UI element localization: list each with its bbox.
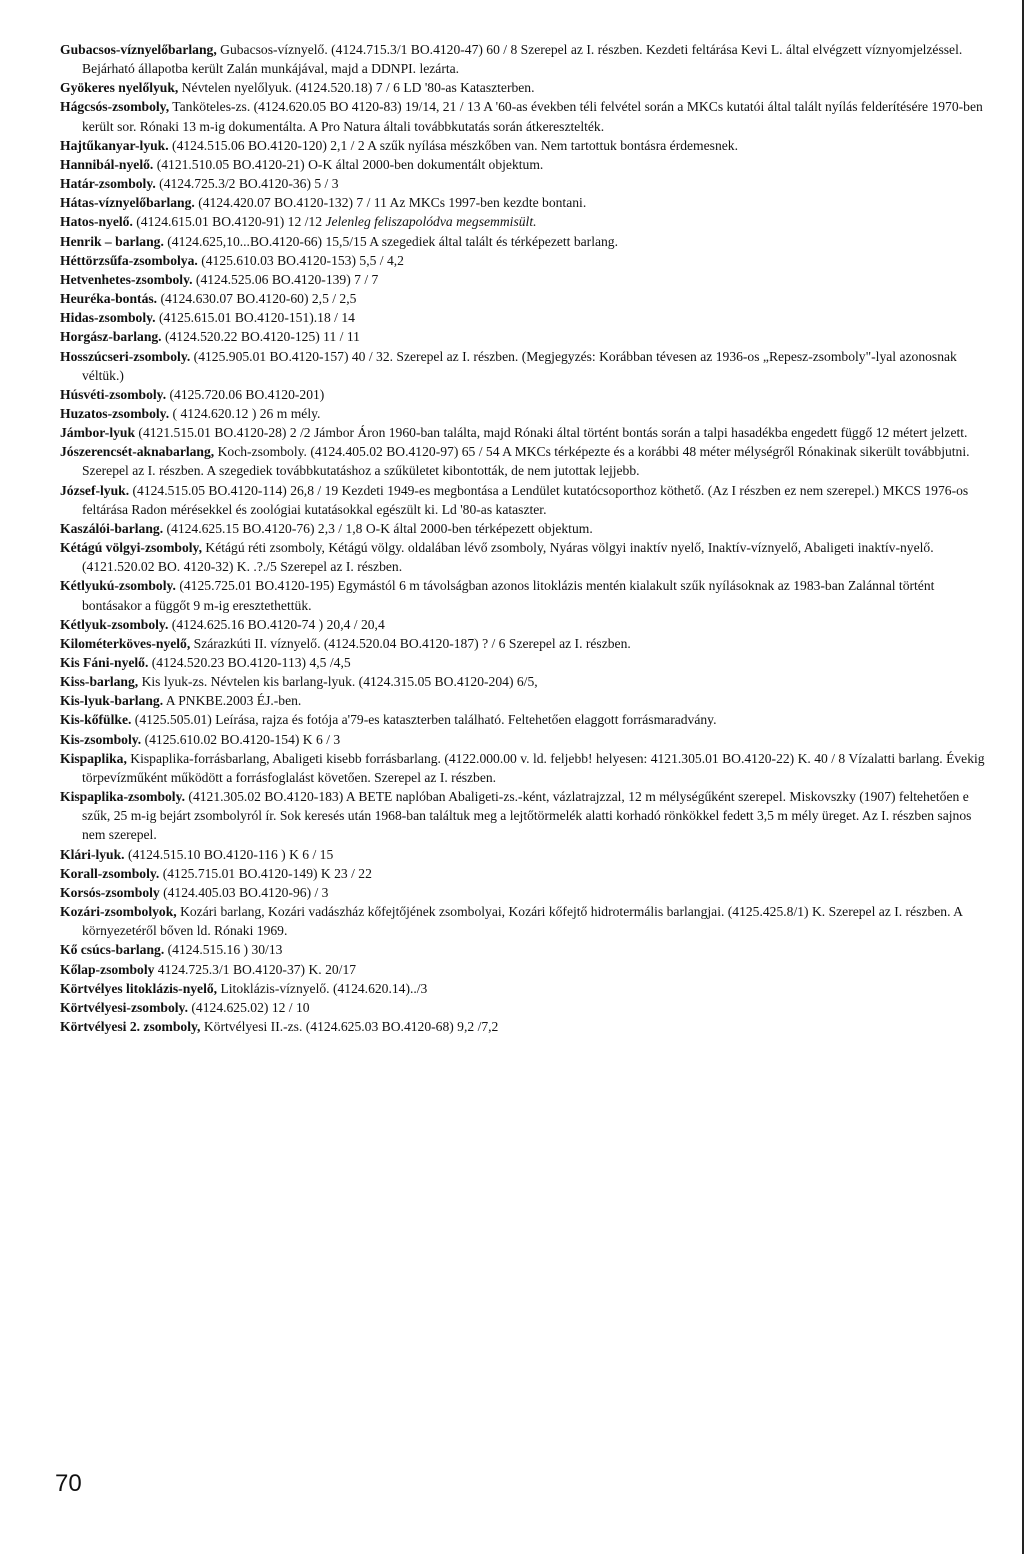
catalog-entry [60, 979, 986, 998]
catalog-entry [60, 155, 986, 174]
catalog-entry [60, 289, 986, 308]
entry-name: Heuréka-bontás. [60, 291, 158, 307]
entry-text: (4121.305.02 BO.4120-183) A BETE naplóban Abaligeti-zs.-ként, vázlatrajzzal, 12 m mélységűként szerepel. Miskovszky (1907) feltehetően e szűk, 25 m-ig bejárt zsombolyról ír. Sok keresés után 1968-ban találtuk meg a lejtőtörmelék alatti korhadó rönkökkel fedett 3,5 m mély üreget. Az I. részben sajnos nem szerepel. [82, 789, 972, 843]
entry-name: Jámbor-lyuk [60, 425, 136, 441]
entry-text: (4125.615.01 BO.4120-151).18 / 14 [155, 310, 355, 326]
entry-name: Kétágú völgyi-zsomboly, [60, 540, 202, 556]
entry-text: Gubacsos-víznyelő. (4124.715.3/1 BO.4120-47) 60 / 8 Szerepel az I. részben. Kezdeti feltárása Kevi L. által elvégzett víznyomjelzéssel. Bejárható állapotba került Zalán munkájával, majd a DDNPI. lezárta. [82, 42, 963, 77]
catalog-entry [60, 940, 986, 959]
entry-name: Klári-lyuk. [60, 846, 125, 862]
entry-name: József-lyuk. [60, 482, 130, 498]
entry-name: Hetvenhetes-zsomboly. [60, 271, 193, 287]
entry-name: Kilométerköves-nyelő, [60, 635, 191, 651]
entry-text: (4124.625.16 BO.4120-74 ) 20,4 / 20,4 [168, 616, 385, 632]
entry-name: Kozári-zsombolyok, [60, 904, 177, 920]
entry-text: Körtvélyesi II.-zs. (4124.625.03 BO.4120-68) 9,2 /7,2 [200, 1018, 499, 1034]
entry-name: Húsvéti-zsomboly. [60, 386, 167, 402]
catalog-entry [60, 653, 986, 672]
catalog-entry [60, 251, 986, 270]
catalog-entry [60, 1017, 986, 1036]
entry-name: Hannibál-nyelő. [60, 156, 154, 172]
cave-catalog-entries [60, 40, 986, 1036]
entry-name: Kis-lyuk-barlang. [60, 693, 164, 709]
catalog-entry [60, 423, 986, 442]
entry-text: (4124.515.05 BO.4120-114) 26,8 / 19 Kezdeti 1949-es megbontása a Lendület kutatócsoporthoz köthető. (Az I részben ez nem szerepel.) MKCS 1976-os feltárása Radon mérésekkel és zoológiai kutatásokkal egészült ki. Ld '80-as kataszter. [82, 482, 969, 517]
entry-name: Gubacsos-víznyelőbarlang, [60, 42, 217, 57]
entry-text: (4124.525.06 BO.4120-139) 7 / 7 [192, 271, 379, 287]
entry-text: (4124.405.03 BO.4120-96) / 3 [159, 884, 329, 900]
catalog-entry [60, 634, 986, 653]
catalog-entry [60, 672, 986, 691]
entry-name: Hátas-víznyelőbarlang. [60, 195, 195, 211]
catalog-entry [60, 845, 986, 864]
entry-name: Kis-kőfülke. [60, 712, 132, 728]
catalog-entry [60, 749, 986, 787]
entry-text: (4125.905.01 BO.4120-157) 40 / 32. Szerepel az I. részben. (Megjegyzés: Korábban tévesen az 1936-os „Repesz-zsomboly"-lyal azonosnak véltük.) [82, 348, 957, 383]
catalog-entry [60, 691, 986, 710]
entry-name: Hosszúcseri-zsomboly. [60, 348, 191, 364]
entry-name: Hajtűkanyar-lyuk. [60, 137, 169, 153]
entry-text: A PNKBE.2003 ÉJ.-ben. [163, 693, 302, 709]
entry-name: Kétlyukú-zsomboly. [60, 578, 176, 594]
entry-name: Hatos-nyelő. [60, 214, 133, 230]
entry-name: Hágcsós-zsomboly, [60, 99, 170, 115]
catalog-entry [60, 308, 986, 327]
entry-name: Kő csúcs-barlang. [60, 942, 165, 958]
entry-name: Gyökeres nyelőlyuk, [60, 80, 179, 96]
entry-text: Kis lyuk-zs. Névtelen kis barlang-lyuk. (4124.315.05 BO.4120-204) 6/5, [138, 674, 538, 690]
entry-text: (4124.625,10...BO.4120-66) 15,5/15 A szegediek által talált és térképezett barlang. [163, 233, 618, 249]
catalog-entry [60, 97, 986, 135]
entry-name: Kis Fáni-nyelő. [60, 655, 149, 670]
entry-italic-note: Jelenleg feliszapolódva megsemmisült. [325, 214, 537, 230]
entry-text: (4124.520.23 BO.4120-113) 4,5 /4,5 [148, 655, 351, 670]
entry-text: Tanköteles-zs. (4124.620.05 BO 4120-83) 19/14, 21 / 13 A '60-as években téli felvétel során a MKCs kutatói által talált nyílás felderítésére 1970-ben került sor. Rónaki 13 m-ig dokumentálta. A Pro Natura általi továbbkutatás során átkeresztelték. [82, 99, 983, 134]
entry-text: (4124.515.10 BO.4120-116 ) K 6 / 15 [124, 846, 334, 862]
catalog-entry [60, 864, 986, 883]
catalog-entry [60, 270, 986, 289]
entry-name: Korsós-zsomboly [60, 884, 160, 900]
entry-text: (4124.520.22 BO.4120-125) 11 / 11 [161, 329, 360, 345]
entry-text: Kispaplika-forrásbarlang, Abaligeti kisebb forrásbarlang. (4122.000.00 v. ld. feljebb! helyesen: 4121.305.01 BO.4120-22) K. 40 / 8 Vízalatti barlang. Évekig törpevízműként működött a forrásfoglalást követően. Szerepel az I. részben. [82, 750, 985, 785]
entry-name: Kispaplika, [60, 750, 127, 766]
entry-text: (4125.505.01) Leírása, rajza és fotója a'79-es kataszterben található. Feltehetően elaggott forrásmaradvány. [131, 712, 717, 728]
catalog-entry [60, 212, 986, 231]
entry-text: (4124.625.15 BO.4120-76) 2,3 / 1,8 O-K által 2000-ben térképezett objektum. [163, 520, 593, 536]
entry-name: Kaszálói-barlang. [60, 520, 164, 536]
catalog-entry [60, 481, 986, 519]
entry-name: Körtvélyesi-zsomboly. [60, 999, 188, 1015]
catalog-entry [60, 174, 986, 193]
entry-name: Kőlap-zsomboly [60, 961, 155, 977]
catalog-entry [60, 710, 986, 729]
catalog-entry [60, 442, 986, 480]
entry-text: (4124.515.16 ) 30/13 [164, 942, 283, 958]
catalog-entry [60, 404, 986, 423]
entry-name: Henrik – barlang. [60, 233, 164, 249]
catalog-entry [60, 347, 986, 385]
catalog-entry [60, 883, 986, 902]
entry-name: Huzatos-zsomboly. [60, 405, 170, 421]
entry-name: Horgász-barlang. [60, 329, 162, 345]
entry-text: Kétágú réti zsomboly, Kétágú völgy. oldalában lévő zsomboly, Nyáras völgyi inaktív nyelő, Inaktív-víznyelő, Abaligeti inaktív-nyelő. (4121.520.02 BO. 4120-32) K. .?./5 Szerepel az I. részben. [82, 540, 934, 575]
entry-text: (4125.725.01 BO.4120-195) Egymástól 6 m távolságban azonos litoklázis mentén kialakult szűk nyílásoknak az 1983-ban Zalánnal történt bontásakor a függőt 9 m-ig eresztethettük. [82, 578, 935, 613]
catalog-entry [60, 576, 986, 614]
entry-name: Kispaplika-zsomboly. [60, 789, 186, 805]
entry-text: (4124.625.02) 12 / 10 [188, 999, 310, 1015]
entry-text: Litoklázis-víznyelő. (4124.620.14)../3 [217, 980, 428, 996]
catalog-entry [60, 136, 986, 155]
entry-name: Körtvélyes litoklázis-nyelő, [60, 980, 218, 996]
entry-text: Szárazkúti II. víznyelő. (4124.520.04 BO.4120-187) ? / 6 Szerepel az I. részben. [190, 635, 631, 651]
catalog-entry [60, 40, 986, 78]
catalog-entry [60, 385, 986, 404]
entry-text: (4125.715.01 BO.4120-149) K 23 / 22 [159, 865, 372, 881]
entry-text: (4124.615.01 BO.4120-91) 12 /12 [132, 214, 326, 230]
catalog-entry [60, 730, 986, 749]
entry-name: Héttörzsűfa-zsombolya. [60, 252, 198, 268]
entry-text: (4121.515.01 BO.4120-28) 2 /2 Jámbor Áron 1960-ban találta, majd Rónaki által történt bontás során a talpi hasadékba engedett függő 12 métert jelzett. [135, 425, 968, 441]
entry-text: (4124.725.3/2 BO.4120-36) 5 / 3 [155, 176, 339, 192]
entry-name: Jószerencsét-aknabarlang, [60, 444, 215, 460]
entry-text: 4124.725.3/1 BO.4120-37) K. 20/17 [154, 961, 357, 977]
catalog-entry [60, 519, 986, 538]
catalog-entry [60, 615, 986, 634]
entry-text: (4121.510.05 BO.4120-21) O-K által 2000-ben dokumentált objektum. [153, 156, 544, 172]
entry-name: Kétlyuk-zsomboly. [60, 616, 169, 632]
entry-name: Korall-zsomboly. [60, 865, 160, 881]
entry-text: Névtelen nyelőlyuk. (4124.520.18) 7 / 6 LD '80-as Kataszterben. [178, 80, 535, 96]
entry-name: Körtvélyesi 2. zsomboly, [60, 1018, 201, 1034]
entry-text: (4124.630.07 BO.4120-60) 2,5 / 2,5 [157, 291, 357, 307]
entry-name: Hidas-zsomboly. [60, 310, 156, 326]
catalog-entry [60, 232, 986, 251]
entry-text: (4125.720.06 BO.4120-201) [166, 386, 325, 402]
catalog-entry [60, 902, 986, 940]
page-number: 70 [55, 1470, 82, 1497]
entry-name: Kis-zsomboly. [60, 731, 142, 747]
catalog-entry [60, 193, 986, 212]
entry-text: Kozári barlang, Kozári vadászház kőfejtőjének zsombolyai, Kozári kőfejtő hidrotermális barlangjai. (4125.425.8/1) K. Szerepel az I. részben. A környezetéről bőven ld. Rónaki 1969. [82, 904, 963, 939]
entry-text: (4125.610.03 BO.4120-153) 5,5 / 4,2 [197, 252, 404, 268]
entry-text: ( 4124.620.12 ) 26 m mély. [169, 405, 321, 421]
entry-name: Kiss-barlang, [60, 674, 139, 690]
entry-name: Határ-zsomboly. [60, 176, 156, 192]
catalog-entry [60, 960, 986, 979]
catalog-entry [60, 78, 986, 97]
catalog-entry [60, 538, 986, 576]
entry-text: Koch-zsomboly. (4124.405.02 BO.4120-97) 65 / 54 A MKCs térképezte és a korábbi 48 méter mélységről Rónakinak sikerült továbbjutni. Szerepel az I. részben. A szegediek továbbkutatáshoz a szűkületet kibontották, de nem jutottak lejjebb. [82, 444, 970, 479]
catalog-entry [60, 998, 986, 1017]
catalog-entry [60, 787, 986, 844]
entry-text: (4124.515.06 BO.4120-120) 2,1 / 2 A szűk nyílása mészkőben van. Nem tartottuk bontásra érdemesnek. [168, 137, 738, 153]
entry-text: (4125.610.02 BO.4120-154) K 6 / 3 [141, 731, 341, 747]
entry-text: (4124.420.07 BO.4120-132) 7 / 11 Az MKCs 1997-ben kezdte bontani. [194, 195, 587, 211]
catalog-entry [60, 327, 986, 346]
